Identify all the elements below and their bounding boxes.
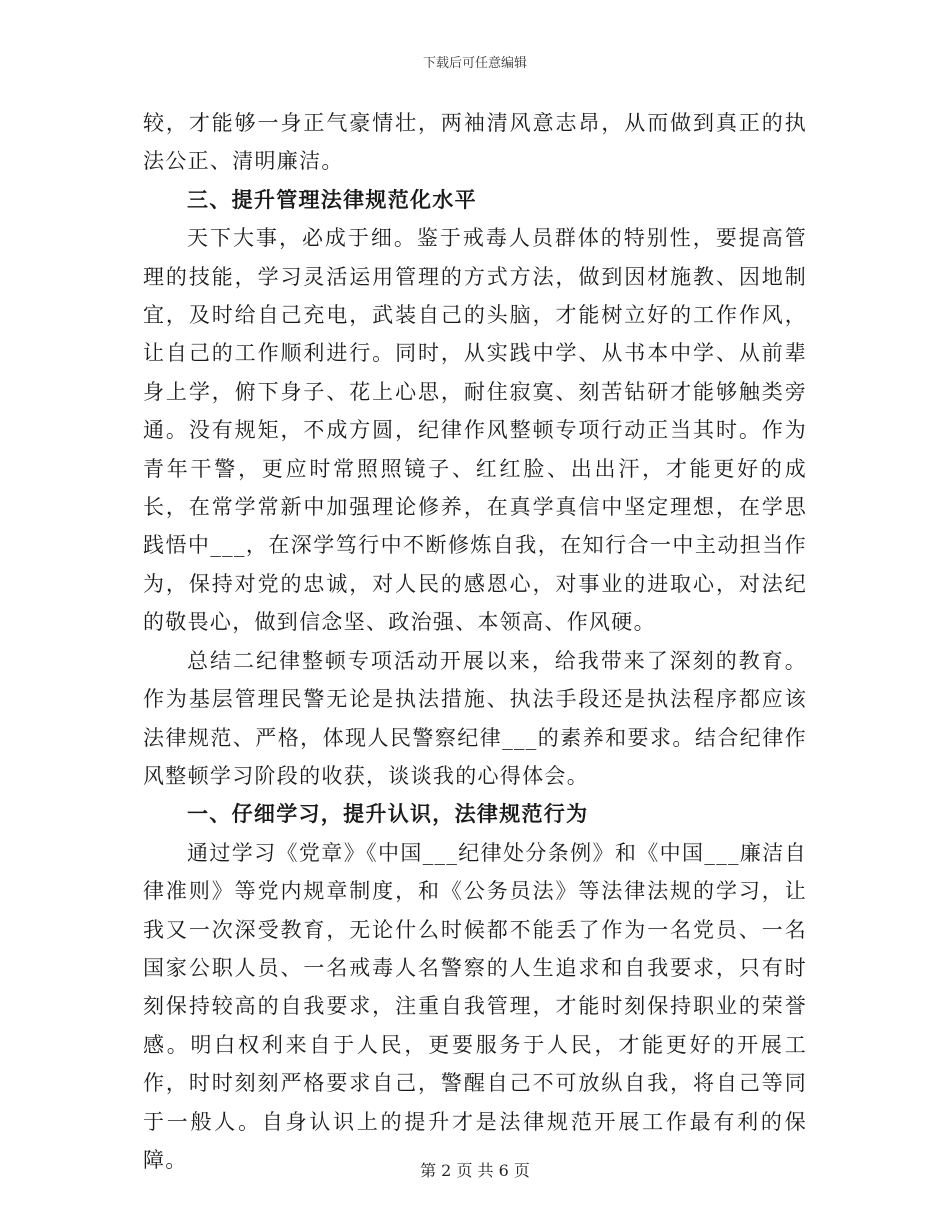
paragraph-management: 天下大事，必成于细。鉴于戒毒人员群体的特别性，要提高管理的技能，学习灵活运用管理的方式方法，做到因材施教、因地制宜，及时给自己充电，武装自己的头脑，才能树立好的工作作风，让自己的工作顺利进行。同时，从实践中学、从书本中学、从前辈身上学，俯下身子、花上心思，耐住寂寞、刻苦钻研才能够触类旁通。没有规矩，不成方圆，纪律作风整顿专项行动正当其时。作为青年干警，更应时常照照镜子、红红脸、出出汗，才能更好的成长，在常学常新中加强理论修养，在真学真信中坚定理想，在学思践悟中___，在深学笃行中不断修炼自我，在知行合一中主动担当作为，保持对党的忠诚，对人民的感恩心，对事业的进取心，对法纪的敬畏心，做到信念坚、政治强、本领高、作风硬。 <box>143 226 807 635</box>
page-header: 下载后可任意编辑 <box>422 56 527 71</box>
paragraph-continuation: 较，才能够一身正气豪情壮，两袖清风意志昂，从而做到真正的执法公正、清明廉洁。 <box>143 111 807 174</box>
paragraph-study: 通过学习《党章》《中国___纪律处分条例》和《中国___廉洁自律准则》等党内规章制度，和《公务员法》等法律法规的学习，让我又一次深受教育，无论什么时候都不能丢了作为一名党员、一名国家公职人员、一名戒毒人名警察的人生追求和自我要求，只有时刻保持较高的自我要求，注重自我管理，才能时刻保持职业的荣誉感。明白权利来自于人民，更要服务于人民，才能更好的开展工作，时时刻刻严格要求自己，警醒自己不可放纵自我，将自己等同于一般人。自身认识上的提升才是法律规范开展工作最有利的保障。 <box>143 840 807 1172</box>
document-body <box>143 104 807 1179</box>
section-heading-1: 一、仔细学习，提升认识，法律规范行为 <box>187 801 589 827</box>
page-number: 第 2 页 共 6 页 <box>420 1161 530 1180</box>
paragraph-summary-two: 总结二纪律整顿专项活动开展以来，给我带来了深刻的教育。作为基层管理民警无论是执法措施、执法手段还是执法程序都应该法律规范、严格，体现人民警察纪律___的素养和要求。结合纪律作风整顿学习阶段的收获，谈谈我的心得体会。 <box>143 648 807 788</box>
section-heading-3: 三、提升管理法律规范化水平 <box>187 186 477 212</box>
